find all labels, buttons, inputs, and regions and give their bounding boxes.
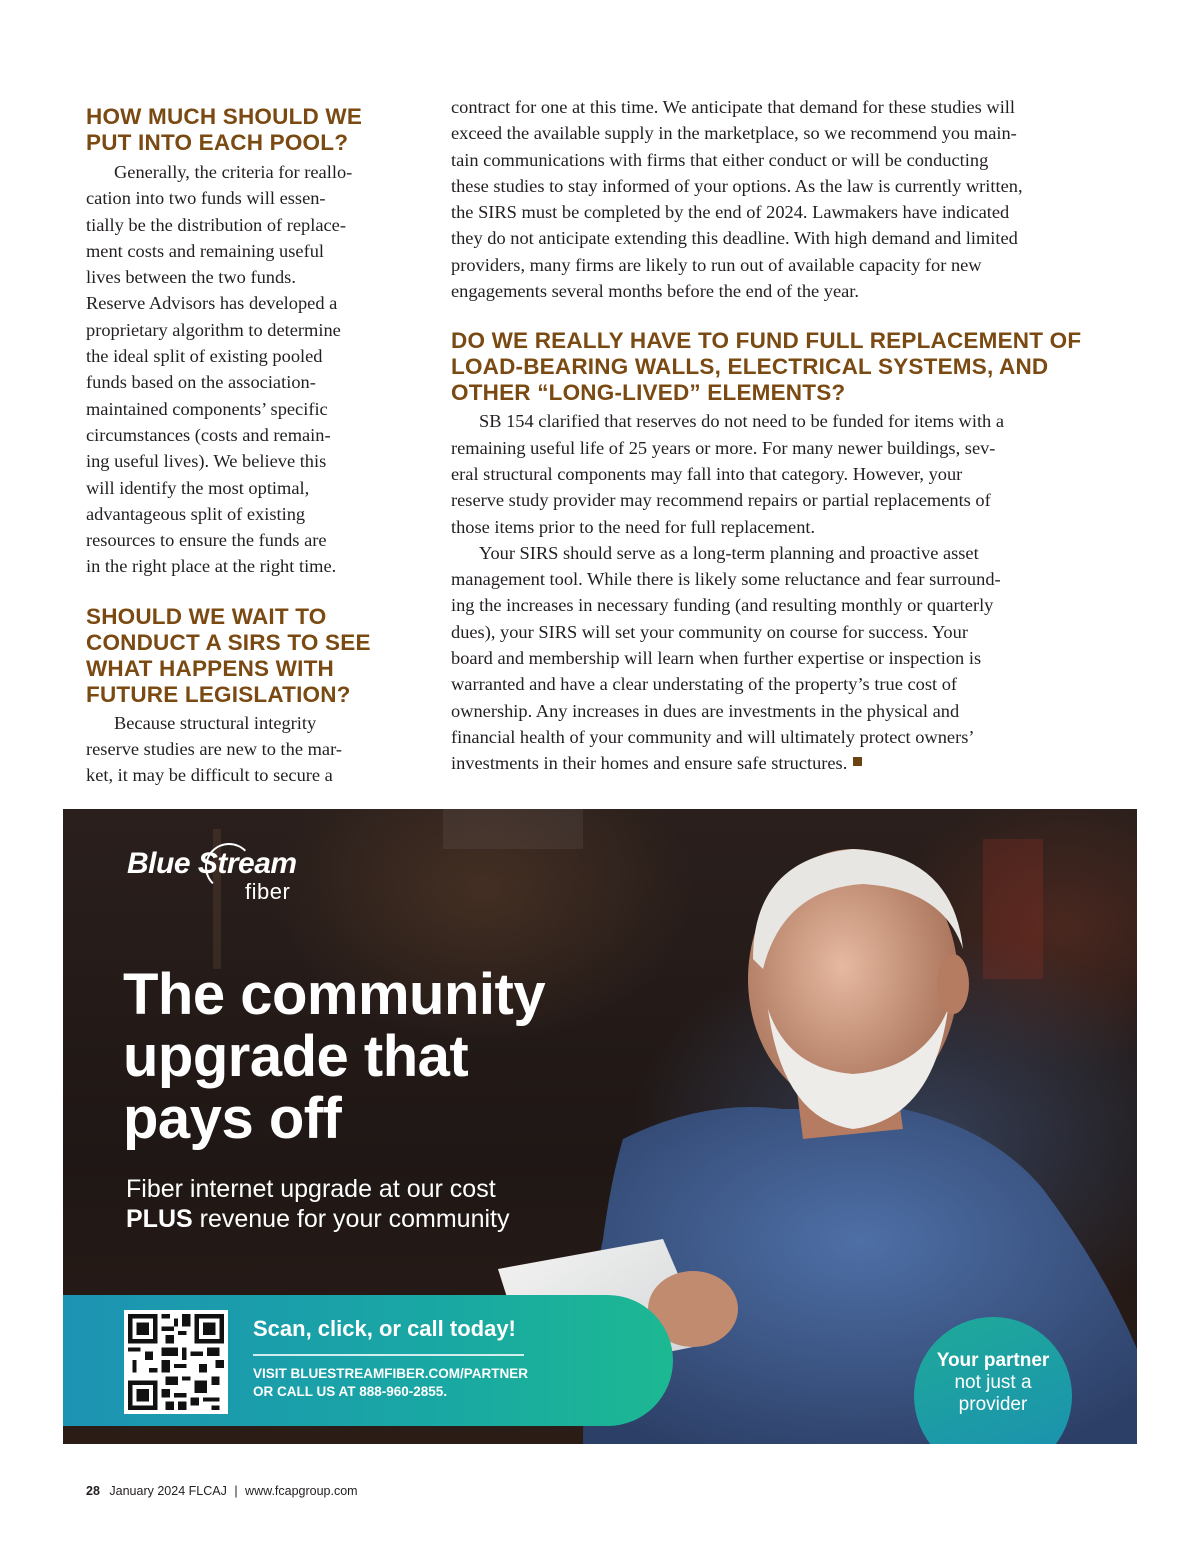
cta-divider: [253, 1354, 524, 1356]
paragraph-sirs-planning: Your SIRS should serve as a long-term planning and proactive asset management tool. While there is likely some reluctance and fear surround- ing the increases in necessary funding (and resulting monthly or quarterly dues), your SIRS will set your community on course for success. Your board and membership will learn when further expertise or inspection is warranted and have a clear understating of the property’s true cost of ownership. Any increases in dues are investments in the physical and financial health of your community and will ultimately protect owners’ investments in their homes and ensure safe structures.: [451, 542, 1001, 774]
heading-long-lived-elements: DO WE REALLY HAVE TO FUND FULL REPLACEMENT OF LOAD-BEARING WALLS, ELECTRICAL SYSTEMS, AND OTHER “LONG-LIVED” ELEMENTS?: [451, 328, 1082, 406]
paragraph-sb154: SB 154 clarified that reserves do not need to be funded for items with a remaining useful life of 25 years or more. For many newer buildings, sev- eral structural components may fall into that category. However, your reserve study provider may recommend repairs or partial replacements of those items prior to the need for full replacement.: [451, 411, 1005, 537]
cta-website-link[interactable]: VISIT BLUESTREAMFIBER.COM/PARTNER: [253, 1366, 529, 1381]
advertisement-bluestream[interactable]: [63, 809, 1137, 1444]
paragraph-demand: contract for one at this time. We anticipate that demand for these studies will exceed the available supply in the marketplace, so we recommend you main- tain communications with firms that either conduct or will be conducting these studies to stay informed of your options. As the law is currently written, the SIRS must be completed by the end of 2024. Lawmakers have indicated they do not anticipate extending this deadline. With high demand and limited providers, many firms are likely to run out of available capacity for new engagements several months before the end of the year.: [451, 97, 1023, 302]
bluestream-logo: Blue Stream fiber: [127, 847, 297, 903]
issue-label: January 2024 FLCAJ: [109, 1484, 227, 1498]
ad-subheadline: Fiber internet upgrade at our cost PLUS revenue for your community: [126, 1175, 510, 1233]
call-to-action-band[interactable]: [63, 1295, 673, 1426]
footer-url[interactable]: www.fcapgroup.com: [245, 1484, 358, 1498]
left-column: [86, 104, 386, 789]
qr-code-icon[interactable]: [124, 1310, 228, 1414]
cta-title: Scan, click, or call today!: [253, 1316, 516, 1341]
cta-phone-link[interactable]: OR CALL US AT 888-960-2855.: [253, 1384, 448, 1399]
ad-headline: The community upgrade that pays off: [123, 962, 546, 1151]
heading-wait-legislation: SHOULD WE WAIT TO CONDUCT A SIRS TO SEE WHAT HAPPENS WITH FUTURE LEGISLATION?: [86, 603, 371, 707]
paragraph-reallocation: Generally, the criteria for reallo- cation into two funds will essen- tially be the distribution of replace- ment costs and remaining useful lives between the two funds. Reserve Advisors has developed a proprietary algorithm to determine the ideal split of existing pooled funds based on the association- maintained components’ specific circumstances (costs and remain- ing useful lives). We believe this will identify the most optimal, advantageous split of existing resources to ensure the funds are in the right place at the right time.: [86, 162, 353, 577]
partner-badge: Your partner not just a provider: [914, 1317, 1072, 1444]
page-number: 28: [86, 1484, 100, 1498]
right-column: [451, 94, 1116, 777]
footer-divider: |: [234, 1484, 238, 1498]
heading-pool-allocation: HOW MUCH SHOULD WE PUT INTO EACH POOL?: [86, 104, 363, 155]
logo-swoosh-icon: [205, 843, 253, 891]
page-footer: [86, 1484, 358, 1498]
paragraph-structural-studies: Because structural integrity reserve studies are new to the mar- ket, it may be difficult to secure a: [86, 712, 342, 786]
end-of-article-mark: [853, 757, 862, 766]
